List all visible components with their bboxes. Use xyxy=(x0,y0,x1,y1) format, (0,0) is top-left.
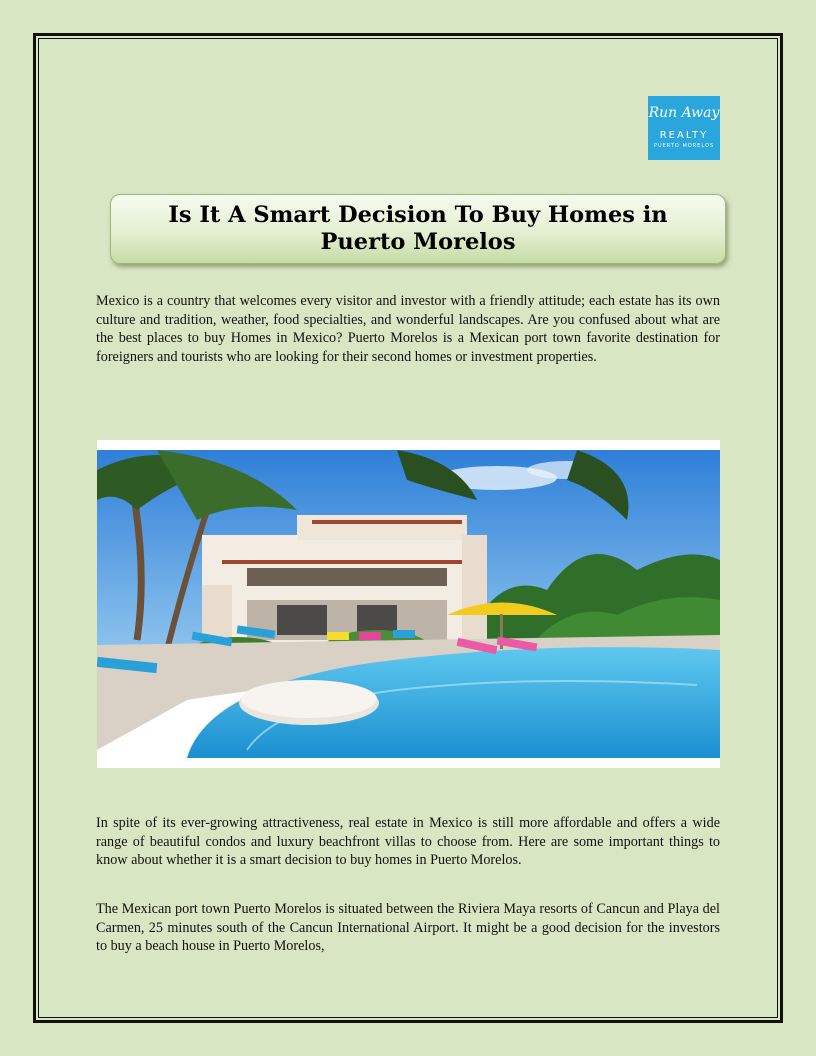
intro-paragraph: Mexico is a country that welcomes every visitor and investor with a friendly attitude; each estate has its own culture and tradition, weather, food specialties, and wonderful landscapes. Are you confused about what are the best places to buy Homes in Mexico? Puerto Morelos is a Mexican port town favorite destination for foreigners and tourists who are looking for their second homes or investment properties. xyxy=(96,293,720,365)
runaway-realty-logo xyxy=(648,96,720,160)
page-title: Is It A Smart Decision To Buy Homes in Puerto Morelos xyxy=(168,202,668,255)
logo-brand-text: REALTY xyxy=(659,130,709,141)
logo-script-text: Run Away xyxy=(648,105,720,121)
title-banner xyxy=(110,194,726,264)
location-paragraph: The Mexican port town Puerto Morelos is situated between the Riviera Maya resorts of Cancun and Playa del Carmen, 25 minutes south of the Cancun International Airport. It might be a good decision for the investors to buy a beach house in Puerto Morelos, xyxy=(96,901,720,954)
villa-pool-illustration xyxy=(97,450,720,758)
villa-pool-photo xyxy=(97,440,720,768)
logo-sub-text: PUERTO MORELOS xyxy=(653,143,715,149)
affordability-paragraph: In spite of its ever-growing attractiveness, real estate in Mexico is still more affordable and offers a wide range of beautiful condos and luxury beachfront villas to choose from. Here are some important things to know about whether it is a smart decision to buy homes in Puerto Morelos. xyxy=(96,815,720,868)
